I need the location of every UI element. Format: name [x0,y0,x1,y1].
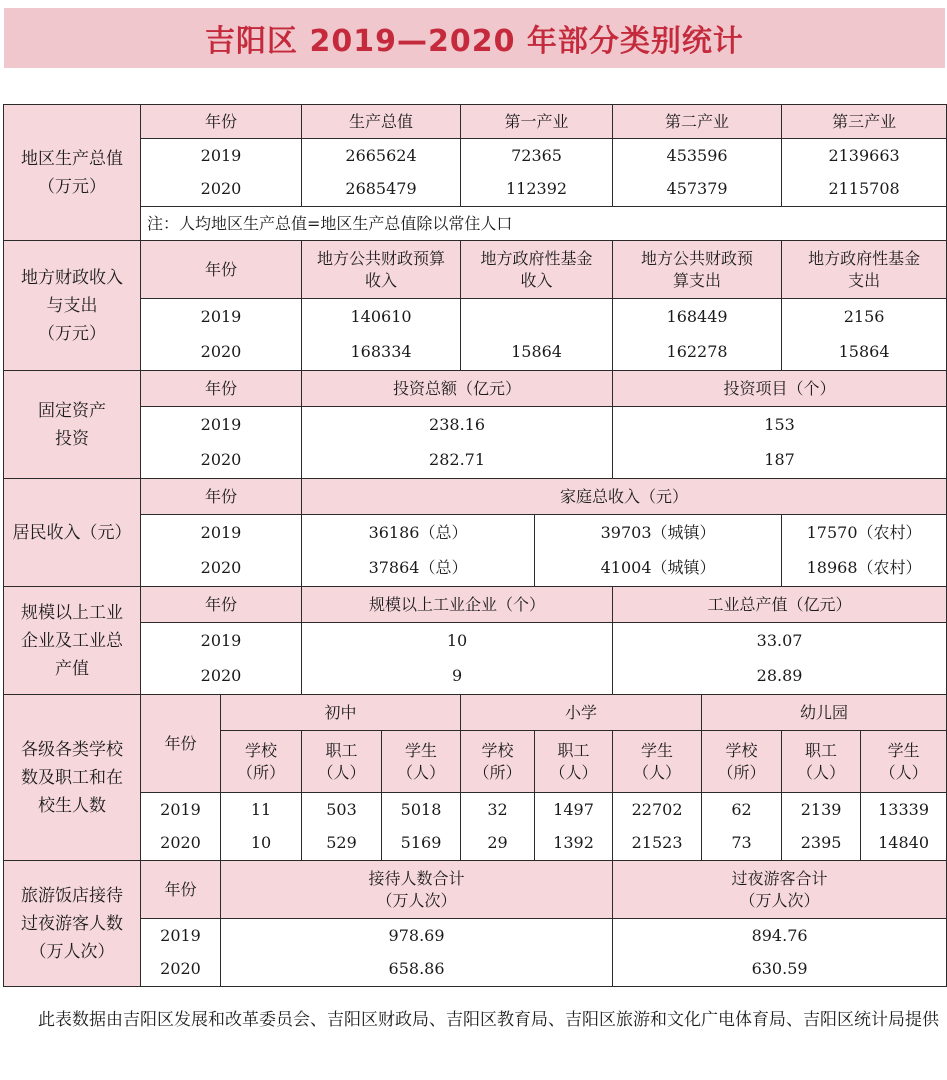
schools-subheader: 学生 （人） [861,731,947,793]
schools-cell: 2019 [141,793,221,827]
industry-header-enterprises: 规模以上工业企业（个） [302,587,613,623]
statistics-table [3,104,947,987]
income-cell: 39703（城镇） [535,515,782,551]
industry-cell: 28.89 [613,659,947,695]
tourism-header-overnight: 过夜游客合计 （万人次） [613,861,947,919]
gdp-cell: 457379 [613,173,782,207]
tourism-cell: 978.69 [221,919,613,953]
finance-cell: 162278 [613,335,782,371]
schools-cell: 73 [702,827,782,861]
schools-subheader: 学校 （所） [221,731,302,793]
industry-cell: 10 [302,623,613,659]
schools-cell: 11 [221,793,302,827]
income-cell: 37864（总） [302,551,535,587]
finance-cell: 168449 [613,299,782,335]
gdp-cell: 2020 [141,173,302,207]
finance-cell [461,299,613,335]
industry-header-output: 工业总产值（亿元） [613,587,947,623]
gdp-cell: 2019 [141,139,302,173]
page-title: 吉阳区 2019—2020 年部分类别统计 [205,24,744,59]
schools-header-year: 年份 [141,695,221,793]
fixed-assets-header-year: 年份 [141,371,302,407]
fixed-assets-cell: 2019 [141,407,302,443]
fixed-assets-cell: 153 [613,407,947,443]
gdp-cell: 112392 [461,173,613,207]
schools-cell: 22702 [613,793,702,827]
tourism-header-received: 接待人数合计 （万人次） [221,861,613,919]
finance-cell: 15864 [782,335,947,371]
schools-subheader: 职工 （人） [302,731,382,793]
schools-cell: 2020 [141,827,221,861]
finance-header-budget-expense: 地方公共财政预 算支出 [613,241,782,299]
income-cell: 17570（农村） [782,515,947,551]
schools-cell: 503 [302,793,382,827]
schools-cell: 5169 [382,827,461,861]
schools-cell: 13339 [861,793,947,827]
gdp-header-secondary: 第二产业 [613,105,782,139]
tourism-cell: 894.76 [613,919,947,953]
industry-cell: 2019 [141,623,302,659]
schools-group-primary: 小学 [461,695,702,731]
finance-cell: 140610 [302,299,461,335]
finance-cell: 2156 [782,299,947,335]
schools-cell: 529 [302,827,382,861]
fixed-assets-cell: 282.71 [302,443,613,479]
schools-cell: 32 [461,793,535,827]
industry-cell: 9 [302,659,613,695]
schools-cell: 1392 [535,827,613,861]
schools-cell: 62 [702,793,782,827]
gdp-cell: 72365 [461,139,613,173]
schools-label: 各级各类学校 数及职工和在 校生人数 [4,695,141,861]
tourism-cell: 658.86 [221,953,613,987]
industry-label: 规模以上工业 企业及工业总 产值 [4,587,141,695]
schools-cell: 14840 [861,827,947,861]
schools-subheader: 职工 （人） [782,731,861,793]
schools-cell: 2139 [782,793,861,827]
schools-cell: 10 [221,827,302,861]
industry-cell: 2020 [141,659,302,695]
tourism-cell: 2020 [141,953,221,987]
gdp-header-tertiary: 第三产业 [782,105,947,139]
fixed-assets-label: 固定资产 投资 [4,371,141,479]
schools-cell: 1497 [535,793,613,827]
gdp-cell: 2139663 [782,139,947,173]
income-cell: 41004（城镇） [535,551,782,587]
schools-subheader: 学生 （人） [613,731,702,793]
finance-cell: 2020 [141,335,302,371]
gdp-note: 注：人均地区生产总值=地区生产总值除以常住人口 [141,207,947,241]
income-cell: 2020 [141,551,302,587]
schools-cell: 2395 [782,827,861,861]
gdp-cell: 2685479 [302,173,461,207]
finance-cell: 168334 [302,335,461,371]
source-note: 此表数据由吉阳区发展和改革委员会、吉阳区财政局、吉阳区教育局、吉阳区旅游和文化广电体育局、吉阳区统计局提供 [38,1010,939,1030]
industry-header-year: 年份 [141,587,302,623]
schools-group-kindergarten: 幼儿园 [702,695,947,731]
fixed-assets-cell: 238.16 [302,407,613,443]
income-cell: 18968（农村） [782,551,947,587]
schools-cell: 21523 [613,827,702,861]
title-banner [4,8,945,68]
schools-cell: 5018 [382,793,461,827]
finance-header-budget-income: 地方公共财政预算 收入 [302,241,461,299]
schools-cell: 29 [461,827,535,861]
schools-subheader: 职工 （人） [535,731,613,793]
finance-label: 地方财政收入 与支出 （万元） [4,241,141,371]
income-cell: 36186（总） [302,515,535,551]
tourism-label: 旅游饭店接待 过夜游客人数 （万人次） [4,861,141,987]
gdp-header-primary: 第一产业 [461,105,613,139]
income-header-household: 家庭总收入（元） [302,479,947,515]
gdp-label: 地区生产总值 （万元） [4,105,141,241]
schools-subheader: 学校 （所） [702,731,782,793]
fixed-assets-cell: 2020 [141,443,302,479]
finance-header-fund-expense: 地方政府性基金 支出 [782,241,947,299]
income-cell: 2019 [141,515,302,551]
finance-cell: 15864 [461,335,613,371]
gdp-header-year: 年份 [141,105,302,139]
fixed-assets-header-investment: 投资总额（亿元） [302,371,613,407]
gdp-header-total: 生产总值 [302,105,461,139]
income-header-year: 年份 [141,479,302,515]
gdp-cell: 453596 [613,139,782,173]
gdp-cell: 2115708 [782,173,947,207]
fixed-assets-header-projects: 投资项目（个） [613,371,947,407]
finance-cell: 2019 [141,299,302,335]
tourism-cell: 630.59 [613,953,947,987]
industry-cell: 33.07 [613,623,947,659]
finance-header-year: 年份 [141,241,302,299]
tourism-header-year: 年份 [141,861,221,919]
finance-header-fund-income: 地方政府性基金 收入 [461,241,613,299]
schools-group-middle: 初中 [221,695,461,731]
fixed-assets-cell: 187 [613,443,947,479]
schools-subheader: 学生 （人） [382,731,461,793]
income-label: 居民收入（元） [4,479,141,587]
gdp-cell: 2665624 [302,139,461,173]
schools-subheader: 学校 （所） [461,731,535,793]
tourism-cell: 2019 [141,919,221,953]
